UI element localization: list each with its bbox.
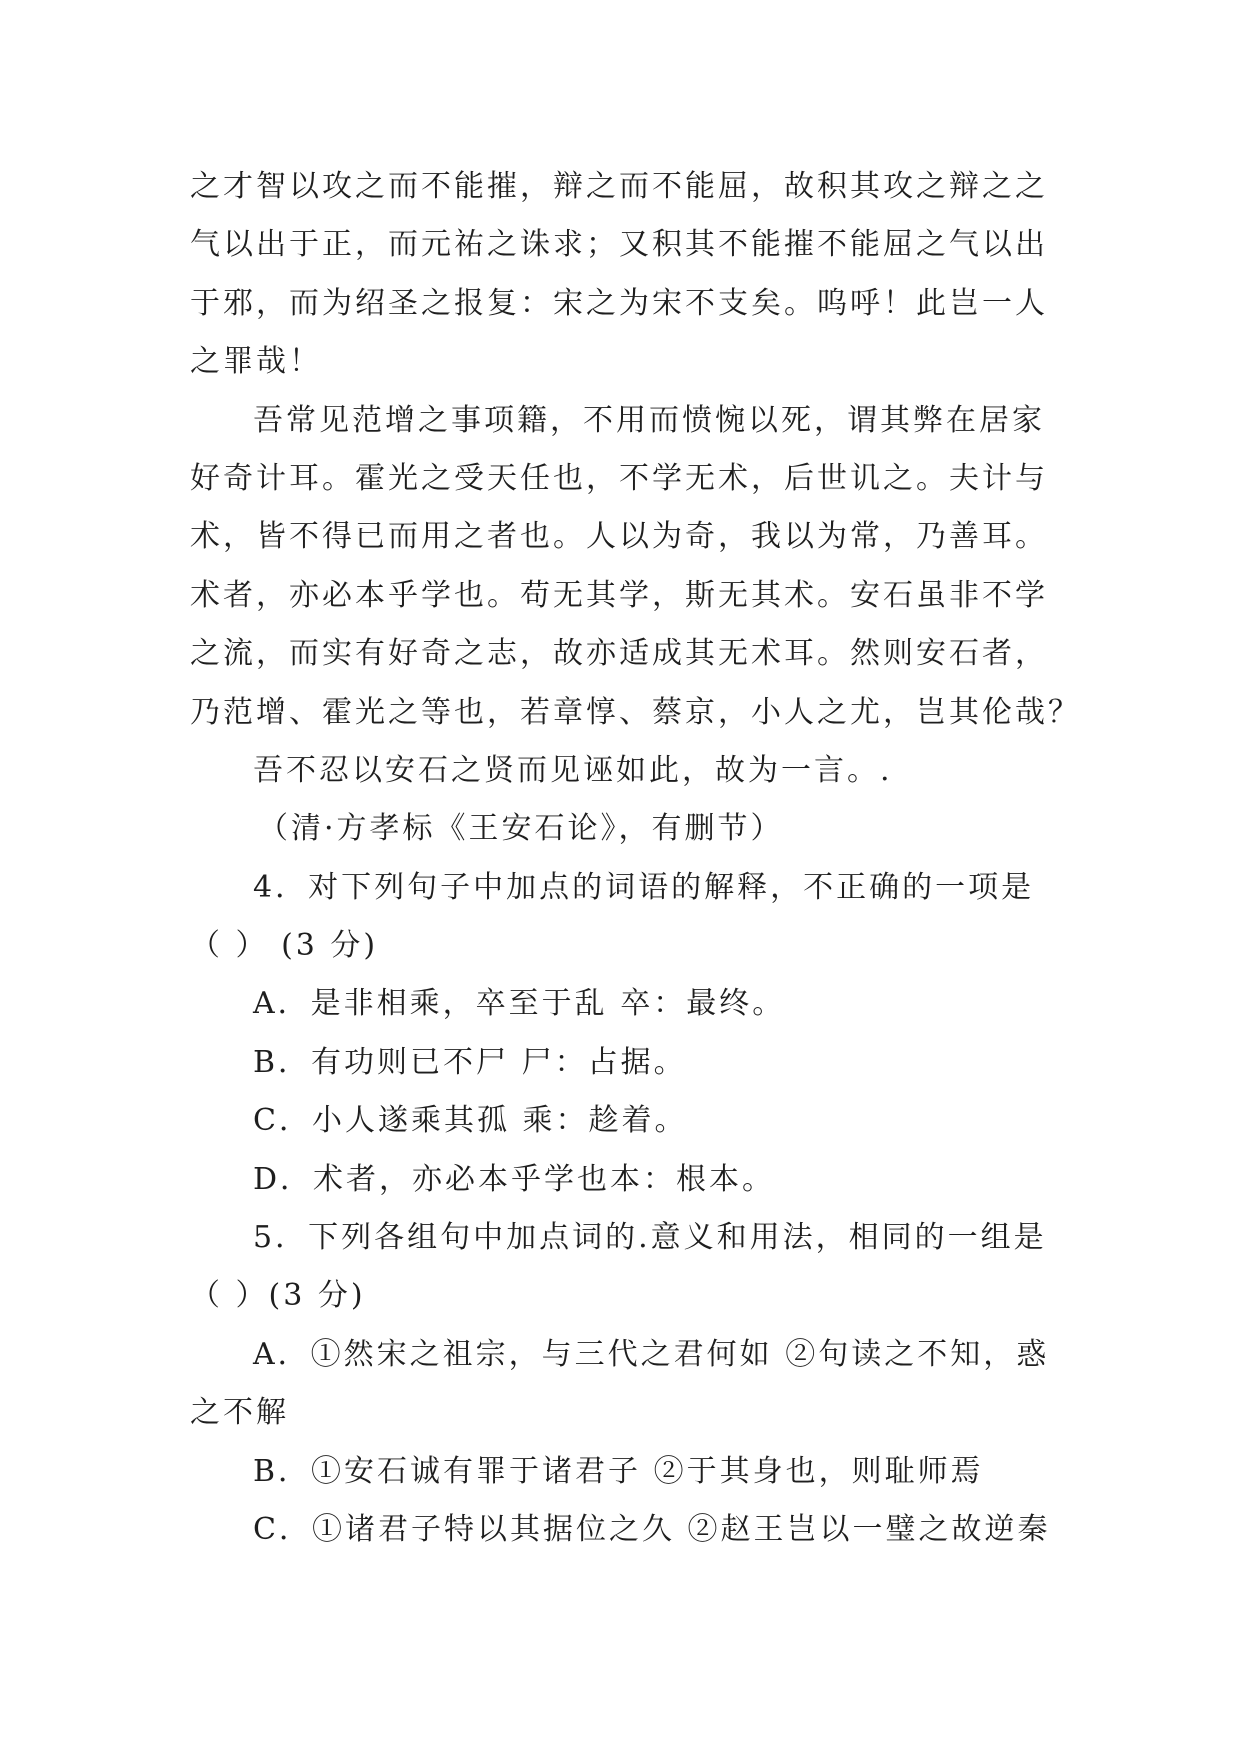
- passage-line: 气以出于正，而元祐之诛求；又积其不能摧不能屈之气以出: [190, 227, 1048, 263]
- passage-line: 好奇计耳。霍光之受天任也，不学无术，后世讥之。夫计与: [190, 460, 1048, 496]
- passage-line: 吾不忍以安石之贤而见诬如此，故为一言。.: [253, 752, 893, 788]
- question-4-option-a: A．是非相乘，卒至于乱 卒：最终。: [253, 986, 786, 1022]
- passage-line: 之才智以攻之而不能摧，辩之而不能屈，故积其攻之辩之之: [190, 169, 1048, 204]
- passage-source: （清·方孝标《王安石论》，有删节）: [258, 811, 784, 847]
- question-5-answer-blank: （ ）(3 分): [190, 1278, 366, 1314]
- passage-line: 乃范增、霍光之等也，若章惇、蔡京，小人之尤，岂其伦哉？: [190, 694, 1081, 730]
- passage-line: 术者，亦必本乎学也。苟无其学，斯无其术。安石虽非不学: [190, 577, 1048, 613]
- question-5-option-c: C．①诸君子特以其据位之久 ②赵王岂以一璧之故逆秦: [253, 1511, 1051, 1547]
- passage-line: 术，皆不得已而用之者也。人以为奇，我以为常，乃善耳。: [190, 519, 1048, 555]
- passage-line: 之流，而实有好奇之志，故亦适成其无术耳。然则安石者，: [190, 636, 1048, 672]
- question-4-option-c: C．小人遂乘其孤 乘：趁着。: [253, 1103, 688, 1139]
- question-5-option-b: B．①安石诚有罪于诸君子 ②于其身也，则耻师焉: [253, 1453, 984, 1489]
- question-5-stem: 5．下列各组句中加点词的.意义和用法，相同的一组是: [253, 1220, 1047, 1256]
- passage-line: 于邪，而为绍圣之报复：宋之为宋不支矣。呜呼！此岂一人: [190, 285, 1048, 321]
- passage-line: 吾常见范增之事项籍，不用而愤惋以死，谓其弊在居家: [253, 402, 1045, 438]
- question-4-option-d: D．术者，亦必本乎学也本：根本。: [253, 1161, 776, 1197]
- passage-text: [190, 158, 1081, 1559]
- passage-line: 之罪哉！: [190, 344, 322, 380]
- question-5-option-a: A．①然宋之祖宗，与三代之君何如 ②句读之不知，惑: [253, 1336, 1050, 1372]
- question-4-stem: 4．对下列句子中加点的词语的解释，不正确的一项是: [253, 869, 1035, 905]
- question-4-option-b: B．有功则已不尸 尸：占据。: [253, 1044, 687, 1080]
- question-4-answer-blank: （ ） (3 分): [190, 928, 379, 964]
- question-5-option-a-continued: 之不解: [190, 1395, 289, 1431]
